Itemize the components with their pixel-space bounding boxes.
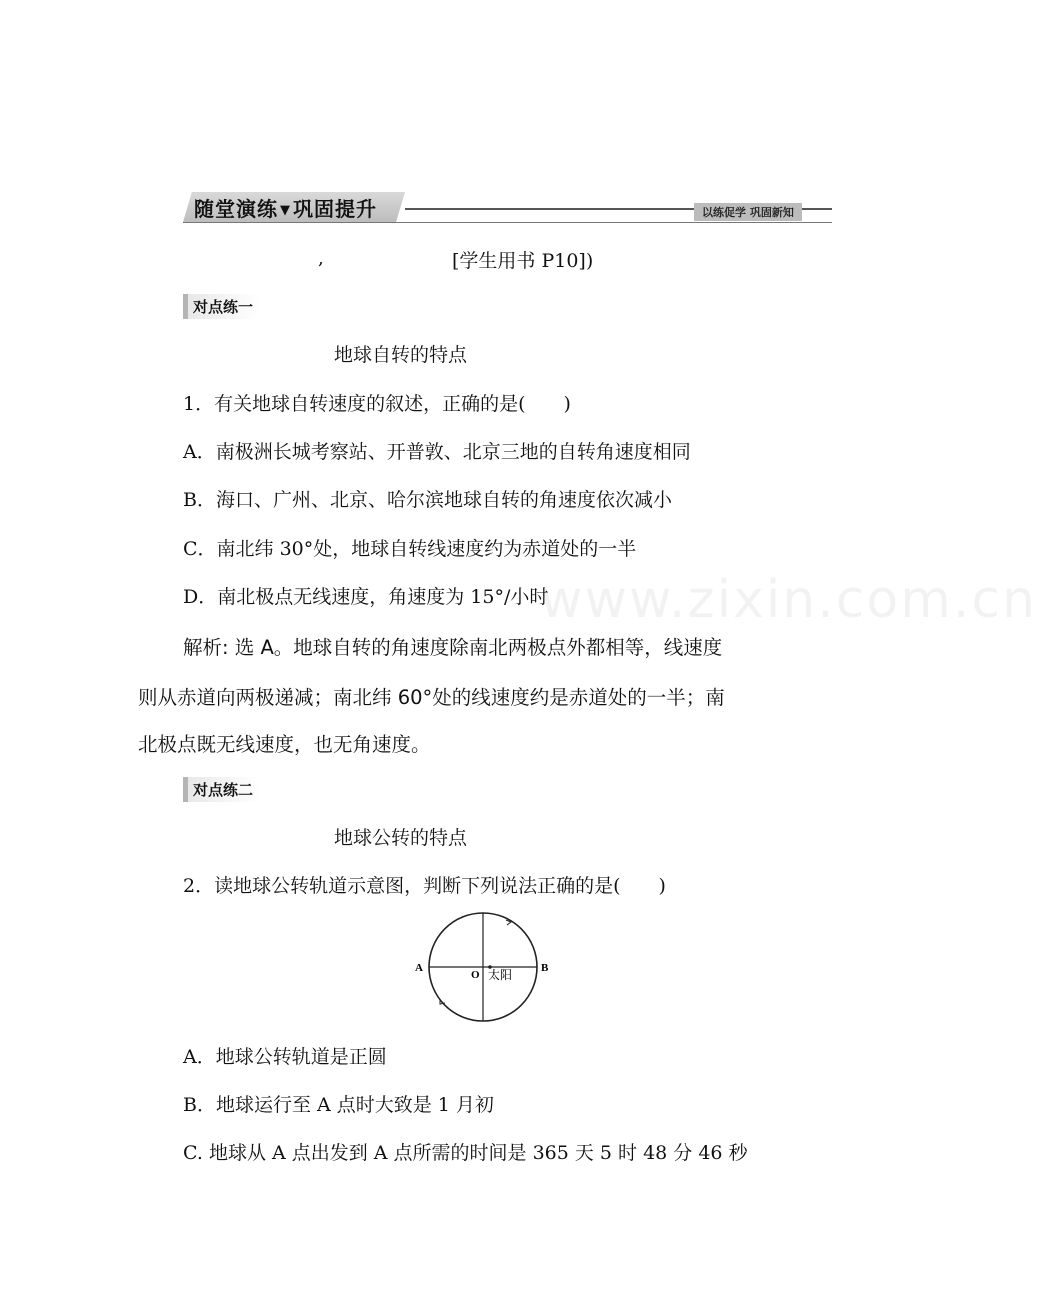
banner-divider-bottom — [183, 222, 832, 223]
question-1-option-b: B．海口、广州、北京、哈尔滨地球自转的角速度依次减小 — [183, 489, 672, 511]
question-2: 2．读地球公转轨道示意图，判断下列说法正确的是( ) — [183, 875, 666, 897]
watermark: www.zixin.com.cn — [540, 570, 1037, 630]
question-1-option-a: A．南极洲长城考察站、开普敦、北京三地的自转角速度相同 — [183, 441, 691, 463]
banner-title-right: 巩固提升 — [293, 197, 377, 221]
point-a-label: A — [415, 962, 423, 974]
question-1-option-d: D．南北极点无线速度，角速度为 15°/小时 — [183, 586, 549, 608]
question-2-option-c: C. 地球从 A 点出发到 A 点所需的时间是 365 天 5 时 48 分 46 秒 — [183, 1142, 748, 1164]
topic-heading-2: 地球公转的特点 — [334, 827, 468, 849]
reference-comma: , — [318, 248, 324, 269]
banner-slogan: 以练促学 巩固新知 — [694, 203, 802, 221]
reference-text: [学生用书 P10]) — [452, 250, 594, 272]
analysis-line-2: 则从赤道向两极递减；南北纬 60°处的线速度约是赤道处的一半；南 — [138, 686, 725, 709]
question-1-option-c: C．南北纬 30°处，地球自转线速度约为赤道处的一半 — [183, 538, 637, 560]
center-o-label: O — [471, 969, 480, 981]
banner-title — [194, 193, 377, 222]
topic-heading-1: 地球自转的特点 — [334, 344, 468, 366]
banner-title-left: 随堂演练 — [194, 197, 278, 221]
sun-label: 太阳 — [488, 968, 513, 982]
earth-orbit-diagram — [410, 910, 560, 1025]
question-2-option-b: B．地球运行至 A 点时大致是 1 月初 — [183, 1094, 494, 1116]
analysis-line-1: 解析: 选 A。地球自转的角速度除南北两极点外都相等，线速度 — [183, 636, 723, 659]
section-tag-1: 对点练一 — [183, 294, 259, 319]
analysis-line-3: 北极点既无线速度，也无角速度。 — [138, 733, 431, 756]
triangle-down-icon: ▼ — [280, 203, 291, 218]
question-1: 1．有关地球自转速度的叙述，正确的是( ) — [183, 393, 571, 415]
point-b-label: B — [541, 962, 549, 974]
section-tag-2: 对点练二 — [183, 777, 259, 802]
question-2-option-a: A．地球公转轨道是正圆 — [183, 1046, 387, 1068]
